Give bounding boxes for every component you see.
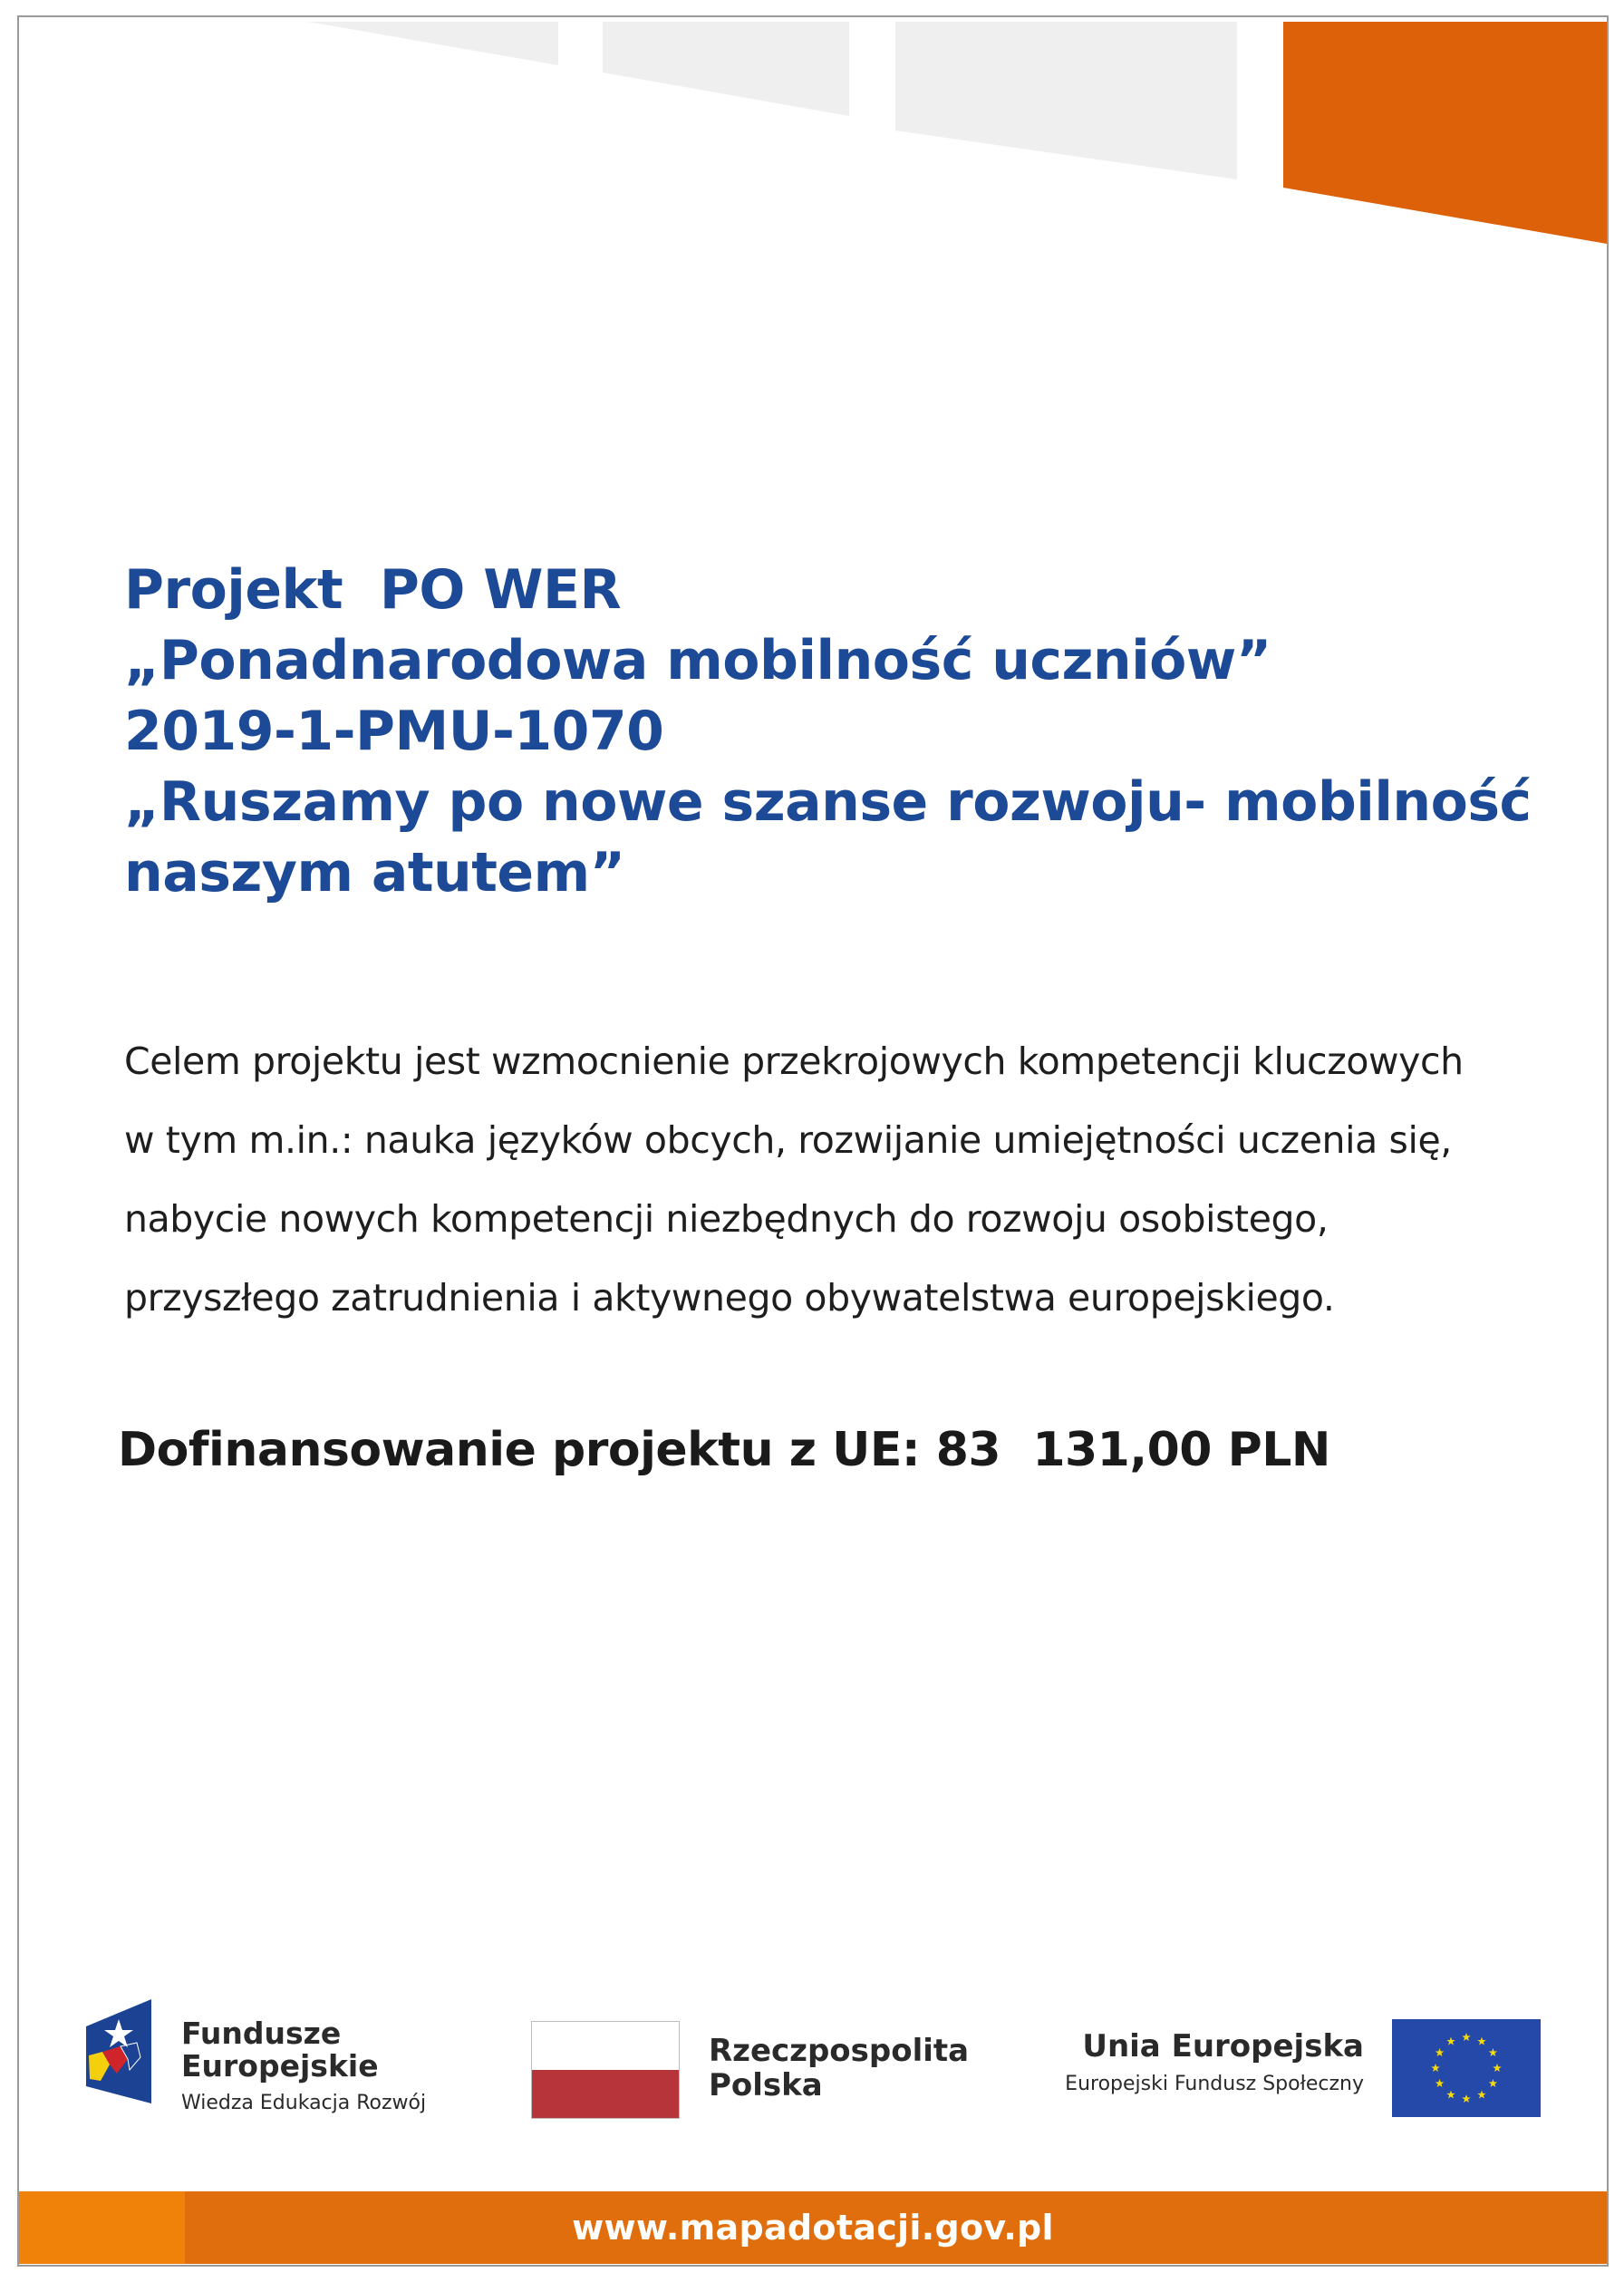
footer-bar	[19, 2191, 1607, 2264]
title-line: 2019-1-PMU-1070	[124, 700, 664, 763]
title-line: „Ruszamy po nowe szanse rozwoju- mobilność	[124, 770, 1532, 834]
description-line: w tym m.in.: nauka języków obcych, rozwijanie umiejętności uczenia się,	[124, 1118, 1452, 1162]
project-description	[124, 1022, 1538, 1338]
funding-amount: Dofinansowanie projektu z UE: 83 131,00 PLN	[118, 1423, 1330, 1477]
rzeczpospolita-polska-logo	[531, 2021, 1002, 2121]
ue-name: Unia Europejska	[1082, 2028, 1364, 2064]
rp-name-line1: Rzeczpospolita	[709, 2033, 970, 2069]
fe-subtitle: Wiedza Edukacja Rozwój	[181, 2092, 427, 2114]
title-line: „Ponadnarodowa mobilność uczniów”	[124, 629, 1271, 692]
description-line: Celem projektu jest wzmocnienie przekrojowych kompetencji kluczowych	[124, 1039, 1464, 1083]
project-title	[124, 555, 1532, 908]
fe-name-line2: Europejskie	[181, 2048, 379, 2084]
fe-name-line1: Fundusze	[181, 2016, 342, 2051]
grey-stripe-1	[308, 22, 558, 65]
description-line: przyszłego zatrudnienia i aktywnego obywatelstwa europejskiego.	[124, 1276, 1335, 1320]
polish-flag-icon	[531, 2021, 680, 2119]
fe-text-block	[181, 2017, 426, 2117]
orange-block	[1283, 22, 1607, 244]
fundusze-europejskie-logo	[86, 1999, 449, 2114]
ue-subtitle: Europejski Fundusz Społeczny	[1065, 2073, 1364, 2095]
footer-website-link[interactable]: www.mapadotacji.gov.pl	[572, 2208, 1054, 2248]
grey-stripe-3	[895, 22, 1237, 179]
title-line: naszym atutem”	[124, 841, 625, 904]
grey-stripe-2	[603, 22, 849, 116]
flag-red-band	[532, 2070, 679, 2118]
fundusze-europejskie-logo-icon	[86, 1999, 159, 2103]
rp-name-line2: Polska	[709, 2067, 823, 2103]
unia-europejska-logo	[1047, 2019, 1541, 2119]
decorative-header-shapes	[0, 0, 1624, 254]
eu-flag-icon	[1392, 2019, 1541, 2117]
flag-white-band	[532, 2022, 679, 2070]
ue-text-block	[1065, 2028, 1364, 2099]
rp-name	[709, 2034, 969, 2103]
description-line: nabycie nowych kompetencji niezbędnych do rozwoju osobistego,	[124, 1197, 1329, 1241]
title-line: Projekt PO WER	[124, 558, 622, 622]
